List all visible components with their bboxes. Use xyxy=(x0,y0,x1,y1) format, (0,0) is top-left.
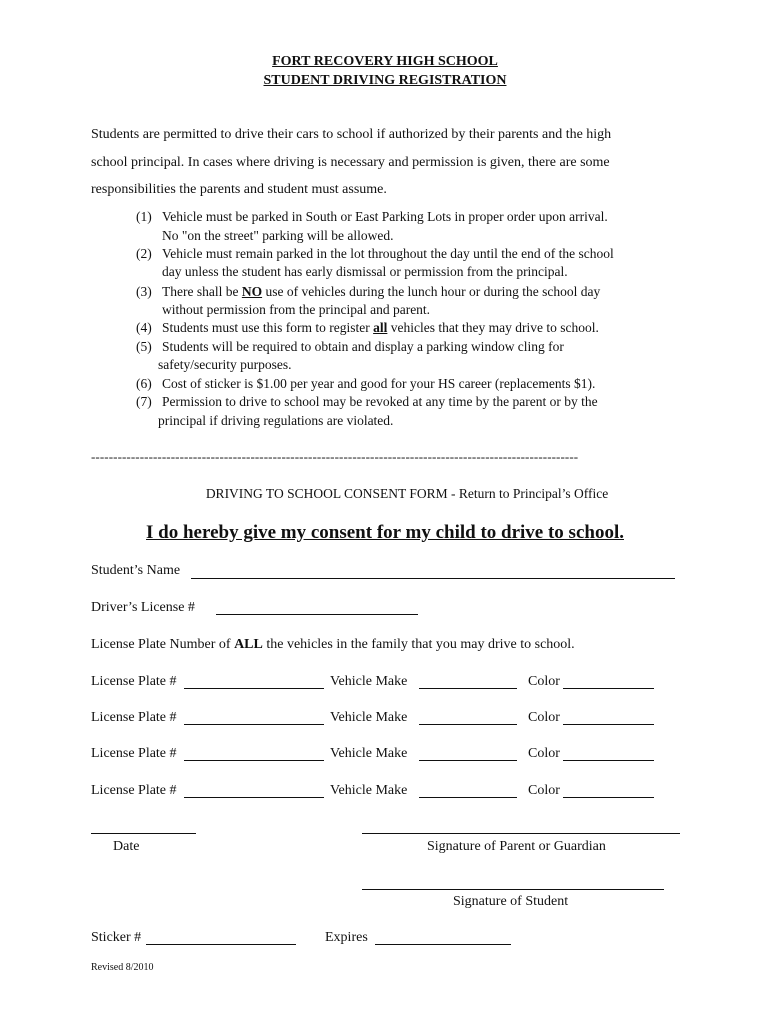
sticker-label: Sticker # xyxy=(91,930,142,945)
plate-2-field[interactable] xyxy=(184,724,324,725)
sticker-field[interactable] xyxy=(146,944,296,945)
rule-3-emphasis: NO xyxy=(241,284,263,299)
rule-6-text: Cost of sticker is $1.00 per year and good for your HS career (replacements $1). xyxy=(162,376,596,391)
color-4-field[interactable] xyxy=(563,797,654,798)
date-field[interactable] xyxy=(91,833,196,834)
plate-4-field[interactable] xyxy=(184,797,324,798)
color-1-label: Color xyxy=(528,674,560,689)
rule-7-number: (7) xyxy=(136,394,152,409)
rule-7-text-cont: principal if driving regulations are violated. xyxy=(158,413,394,428)
intro-line-1: Students are permitted to drive their cars to school if authorized by their parents and the high xyxy=(91,127,612,142)
color-1-field[interactable] xyxy=(563,688,654,689)
rule-1-text-cont: No "on the street" parking will be allowed. xyxy=(162,228,394,243)
rule-4-emphasis: all xyxy=(373,320,388,335)
expires-label: Expires xyxy=(325,930,368,945)
color-2-label: Color xyxy=(528,710,560,725)
color-2-field[interactable] xyxy=(563,724,654,725)
rule-3-number: (3) xyxy=(136,284,152,299)
rule-1-text: Vehicle must be parked in South or East Parking Lots in proper order upon arrival. xyxy=(162,209,608,224)
form-title: FORT RECOVERY HIGH SCHOOL xyxy=(272,54,498,69)
rule-2-text: Vehicle must remain parked in the lot throughout the day until the end of the school xyxy=(162,246,614,261)
date-label: Date xyxy=(113,839,140,854)
plate-1-label: License Plate # xyxy=(91,674,177,689)
rule-5-text-cont: safety/security purposes. xyxy=(158,357,292,372)
rule-5-number: (5) xyxy=(136,339,152,354)
parent-signature-field[interactable] xyxy=(362,833,680,834)
student-signature-field[interactable] xyxy=(362,889,664,890)
plates-emphasis: ALL xyxy=(234,637,263,652)
rule-6-number: (6) xyxy=(136,376,152,391)
parent-signature-label: Signature of Parent or Guardian xyxy=(427,839,606,854)
make-4-field[interactable] xyxy=(419,797,517,798)
color-3-field[interactable] xyxy=(563,760,654,761)
rule-7-text: Permission to drive to school may be revoked at any time by the parent or by the xyxy=(162,394,598,409)
make-1-label: Vehicle Make xyxy=(330,674,408,689)
rule-4-number: (4) xyxy=(136,320,152,335)
rule-3-text-cont: without permission from the principal and parent. xyxy=(162,302,431,317)
rule-1-number: (1) xyxy=(136,209,152,224)
color-4-label: Color xyxy=(528,783,560,798)
plate-3-label: License Plate # xyxy=(91,746,177,761)
plate-3-field[interactable] xyxy=(184,760,324,761)
rule-4-text: Students must use this form to register all vehicles that they may drive to school. xyxy=(162,320,599,335)
tear-off-separator: -------------------------------------------------------------------------------------------------------------- xyxy=(91,449,579,464)
plate-4-label: License Plate # xyxy=(91,783,177,798)
rule-2-number: (2) xyxy=(136,246,152,261)
rule-2-text-cont: day unless the student has early dismissal or permission from the principal. xyxy=(162,264,568,279)
intro-line-3: responsibilities the parents and student must assume. xyxy=(91,182,387,197)
make-2-field[interactable] xyxy=(419,724,517,725)
make-2-label: Vehicle Make xyxy=(330,710,408,725)
drivers-license-field[interactable] xyxy=(216,614,418,615)
rule-5-text: Students will be required to obtain and display a parking window cling for xyxy=(162,339,564,354)
color-3-label: Color xyxy=(528,746,560,761)
plates-instruction: License Plate Number of ALL the vehicles in the family that you may drive to school. xyxy=(91,637,575,652)
plate-2-label: License Plate # xyxy=(91,710,177,725)
intro-line-2: school principal. In cases where driving is necessary and permission is given, there are some xyxy=(91,155,610,170)
student-signature-label: Signature of Student xyxy=(453,894,569,909)
make-1-field[interactable] xyxy=(419,688,517,689)
student-name-label: Student’s Name xyxy=(91,563,181,578)
revision-note: Revised 8/2010 xyxy=(91,962,154,973)
rule-3-text: There shall be NO use of vehicles during the lunch hour or during the school day xyxy=(162,284,601,299)
plate-1-field[interactable] xyxy=(184,688,324,689)
student-name-field[interactable] xyxy=(191,578,675,579)
consent-headline: I do hereby give my consent for my child to drive to school. xyxy=(146,522,624,543)
form-subtitle: STUDENT DRIVING REGISTRATION xyxy=(263,73,507,88)
drivers-license-label: Driver’s License # xyxy=(91,600,195,615)
make-3-field[interactable] xyxy=(419,760,517,761)
make-3-label: Vehicle Make xyxy=(330,746,408,761)
make-4-label: Vehicle Make xyxy=(330,783,408,798)
consent-form-header: DRIVING TO SCHOOL CONSENT FORM - Return to Principal’s Office xyxy=(205,486,609,501)
expires-field[interactable] xyxy=(375,944,511,945)
